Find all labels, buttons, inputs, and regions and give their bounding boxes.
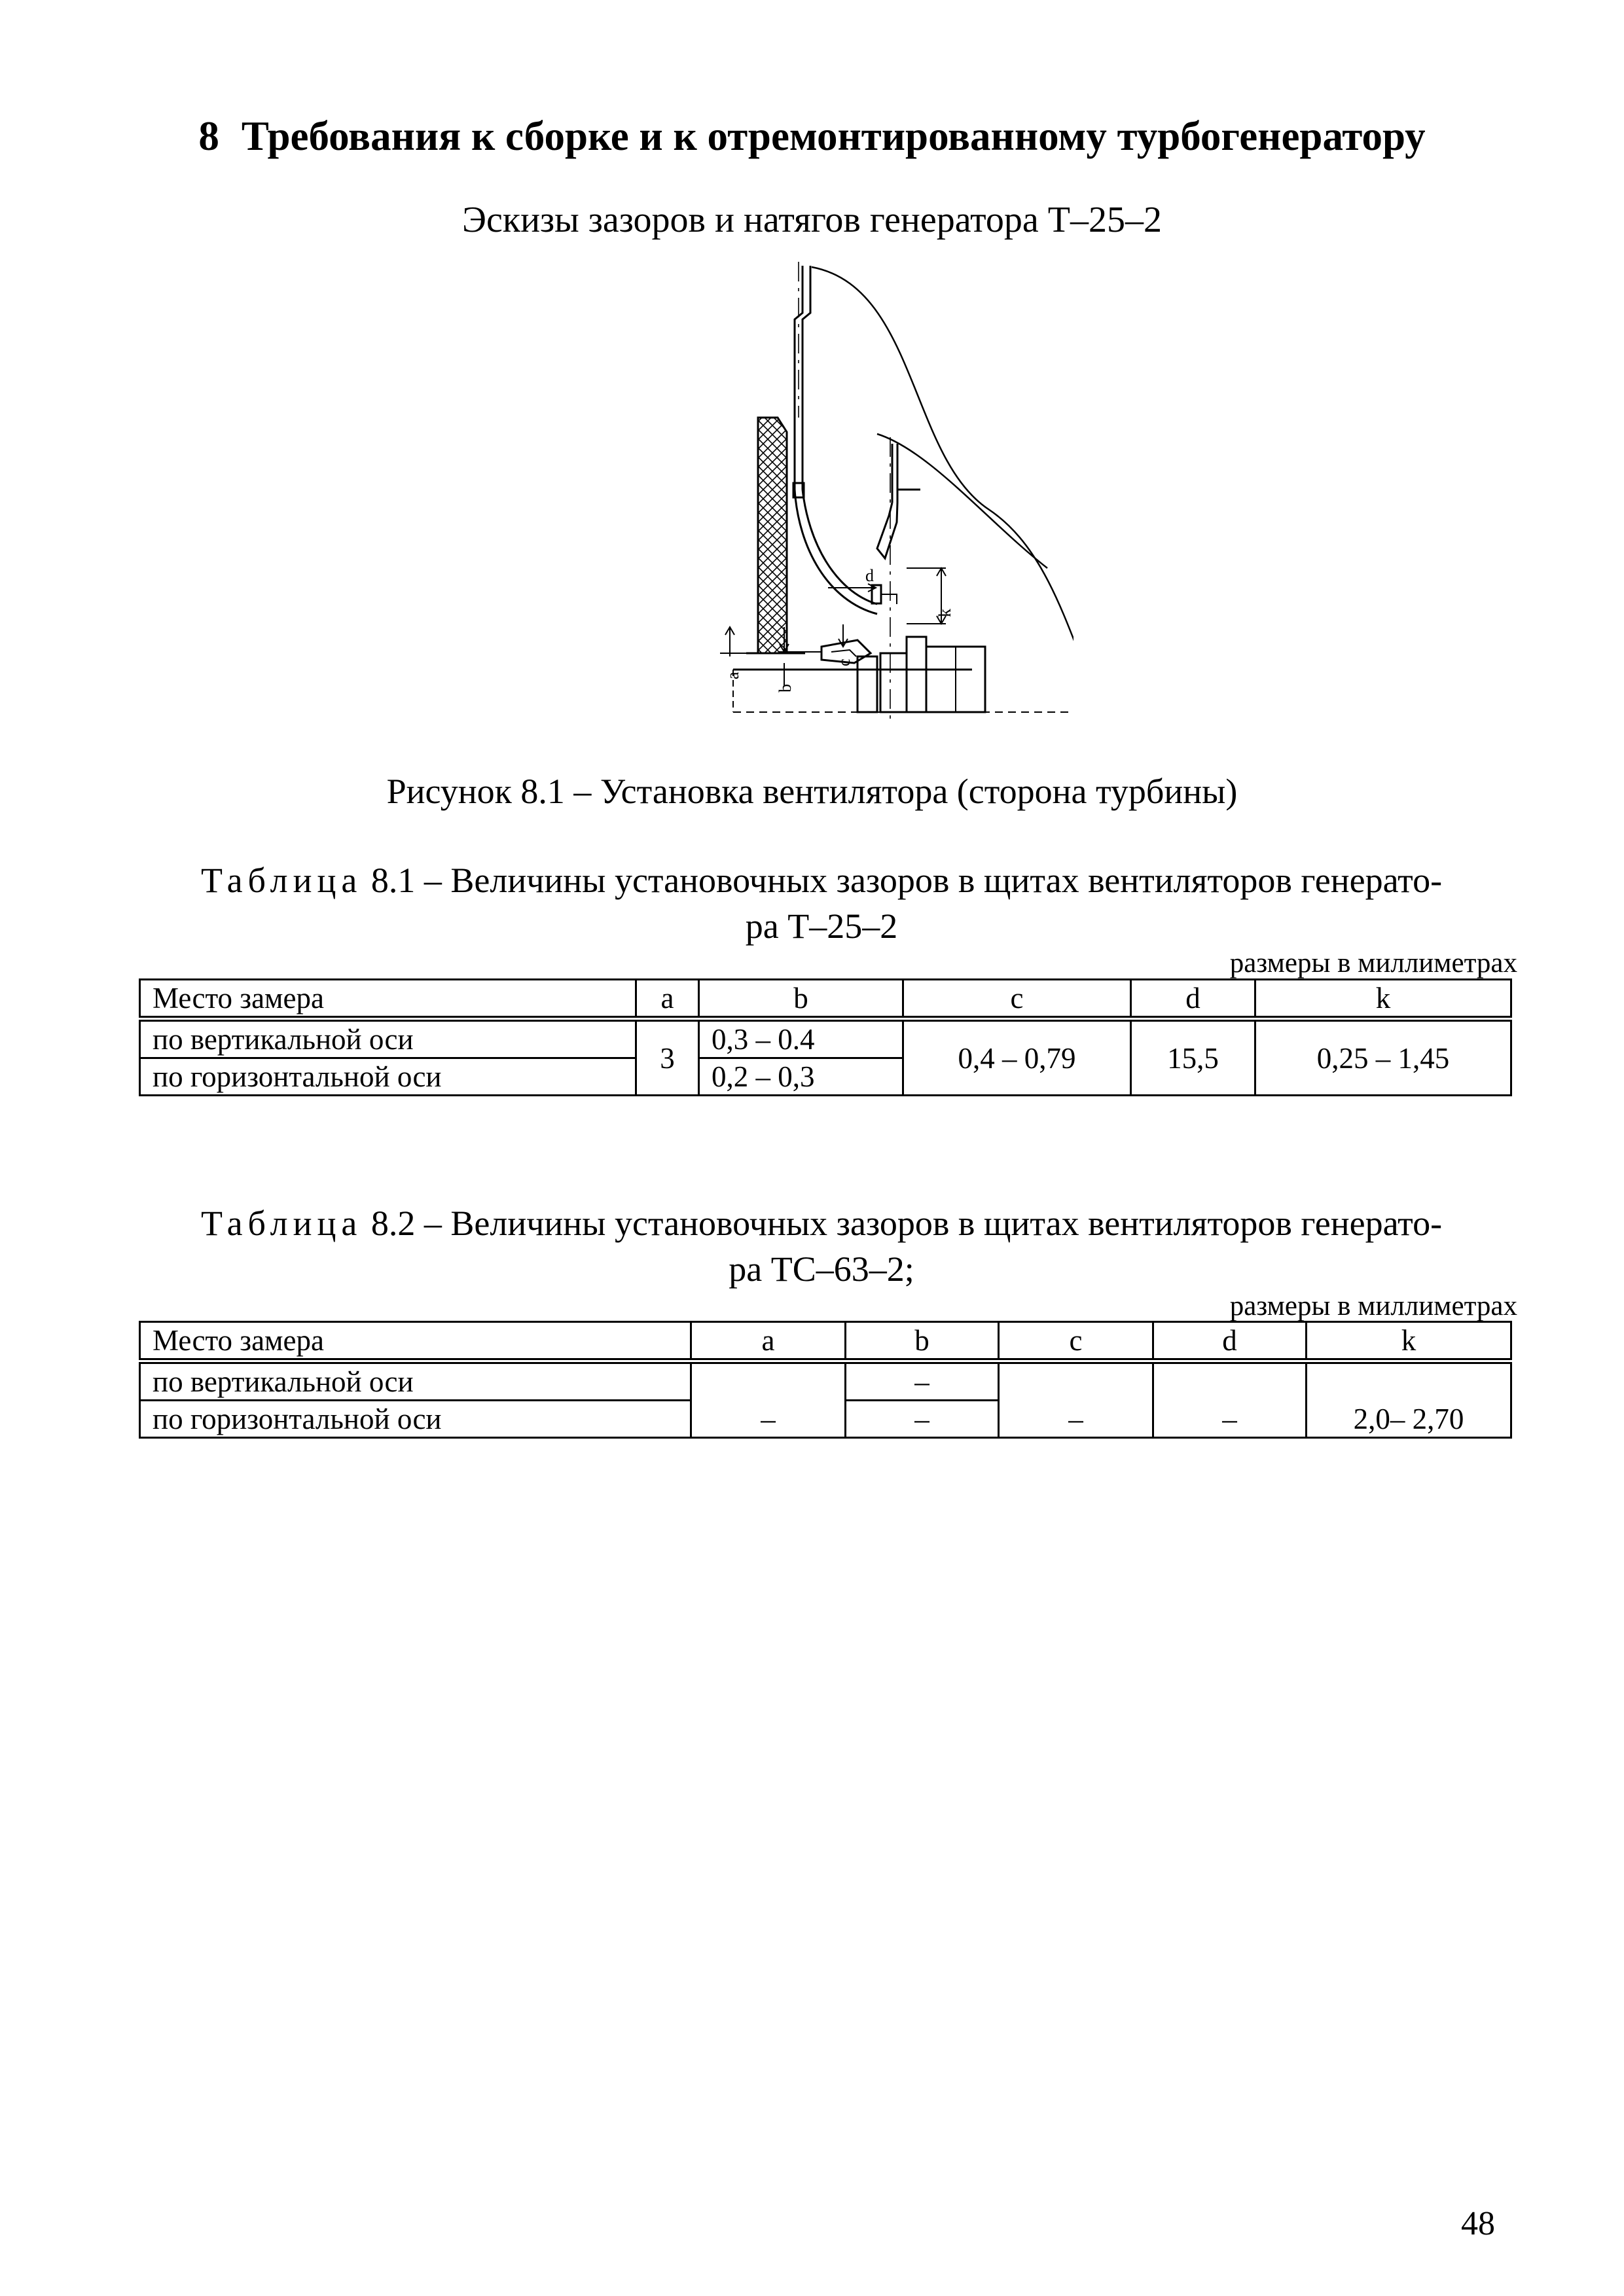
- column-header: a: [636, 980, 699, 1019]
- table2-label: Таблица: [200, 1204, 363, 1243]
- page-number: 48: [1461, 2205, 1495, 2242]
- table1-units: размеры в миллиметрах: [1229, 948, 1517, 978]
- table-row: [140, 1019, 1511, 1058]
- figure-subtitle: Эскизы зазоров и натягов генератора Т–25–2: [462, 200, 1162, 240]
- label-b: b: [776, 684, 795, 692]
- table1-caption-text: 8.1 – Величины установочных зазоров в щитах вентиляторов генерато-: [362, 861, 1443, 900]
- table-cell: 15,5: [1131, 1019, 1255, 1096]
- column-header: a: [691, 1322, 846, 1361]
- table-cell: –: [846, 1361, 999, 1401]
- column-header: Место замера: [140, 1322, 691, 1361]
- column-header: b: [699, 980, 903, 1019]
- column-header: c: [903, 980, 1131, 1019]
- fan-installation-drawing: [681, 260, 1074, 719]
- table-cell: 0,25 – 1,45: [1255, 1019, 1511, 1096]
- table1-label: Таблица: [200, 861, 363, 900]
- label-c: c: [835, 658, 854, 666]
- table-cell: по вертикальной оси: [140, 1361, 691, 1401]
- table-header-row: [140, 1322, 1511, 1361]
- section-heading: [0, 113, 1624, 160]
- table-cell: 2,0– 2,70: [1307, 1361, 1511, 1438]
- table2-caption-line2: ра ТС–63–2;: [729, 1249, 914, 1289]
- label-a: a: [723, 672, 742, 679]
- table-cell: –: [691, 1361, 846, 1438]
- column-header: d: [1131, 980, 1255, 1019]
- figure-caption: Рисунок 8.1 – Установка вентилятора (сторона турбины): [386, 772, 1238, 811]
- table-cell: по вертикальной оси: [140, 1019, 636, 1058]
- table2-caption-text: 8.2 – Величины установочных зазоров в щитах вентиляторов генерато-: [362, 1204, 1443, 1243]
- column-header: d: [1153, 1322, 1307, 1361]
- table1: [139, 978, 1512, 1096]
- label-k: k: [935, 609, 954, 617]
- table-cell: 0,3 – 0.4: [699, 1019, 903, 1058]
- column-header: Место замера: [140, 980, 636, 1019]
- table2-units: размеры в миллиметрах: [1229, 1291, 1517, 1321]
- column-header: c: [999, 1322, 1153, 1361]
- table-cell: 0,4 – 0,79: [903, 1019, 1131, 1096]
- table1-caption: [141, 857, 1502, 949]
- section-number: 8: [198, 113, 219, 159]
- column-header: k: [1307, 1322, 1511, 1361]
- table-cell: 0,2 – 0,3: [699, 1058, 903, 1096]
- column-header: b: [846, 1322, 999, 1361]
- table-cell: 3: [636, 1019, 699, 1096]
- column-header: k: [1255, 980, 1511, 1019]
- table2-caption: [141, 1200, 1502, 1292]
- table-cell: по горизонтальной оси: [140, 1058, 636, 1096]
- table-cell: –: [999, 1361, 1153, 1438]
- table2: [139, 1321, 1512, 1439]
- table-cell: –: [1153, 1361, 1307, 1438]
- table-cell: по горизонтальной оси: [140, 1401, 691, 1438]
- table-header-row: [140, 980, 1511, 1019]
- table-cell: –: [846, 1401, 999, 1438]
- section-title: Требования к сборке и к отремонтированному турбогенератору: [241, 113, 1426, 159]
- table-row: [140, 1361, 1511, 1401]
- table1-caption-line2: ра Т–25–2: [745, 906, 898, 946]
- label-d: d: [865, 566, 874, 585]
